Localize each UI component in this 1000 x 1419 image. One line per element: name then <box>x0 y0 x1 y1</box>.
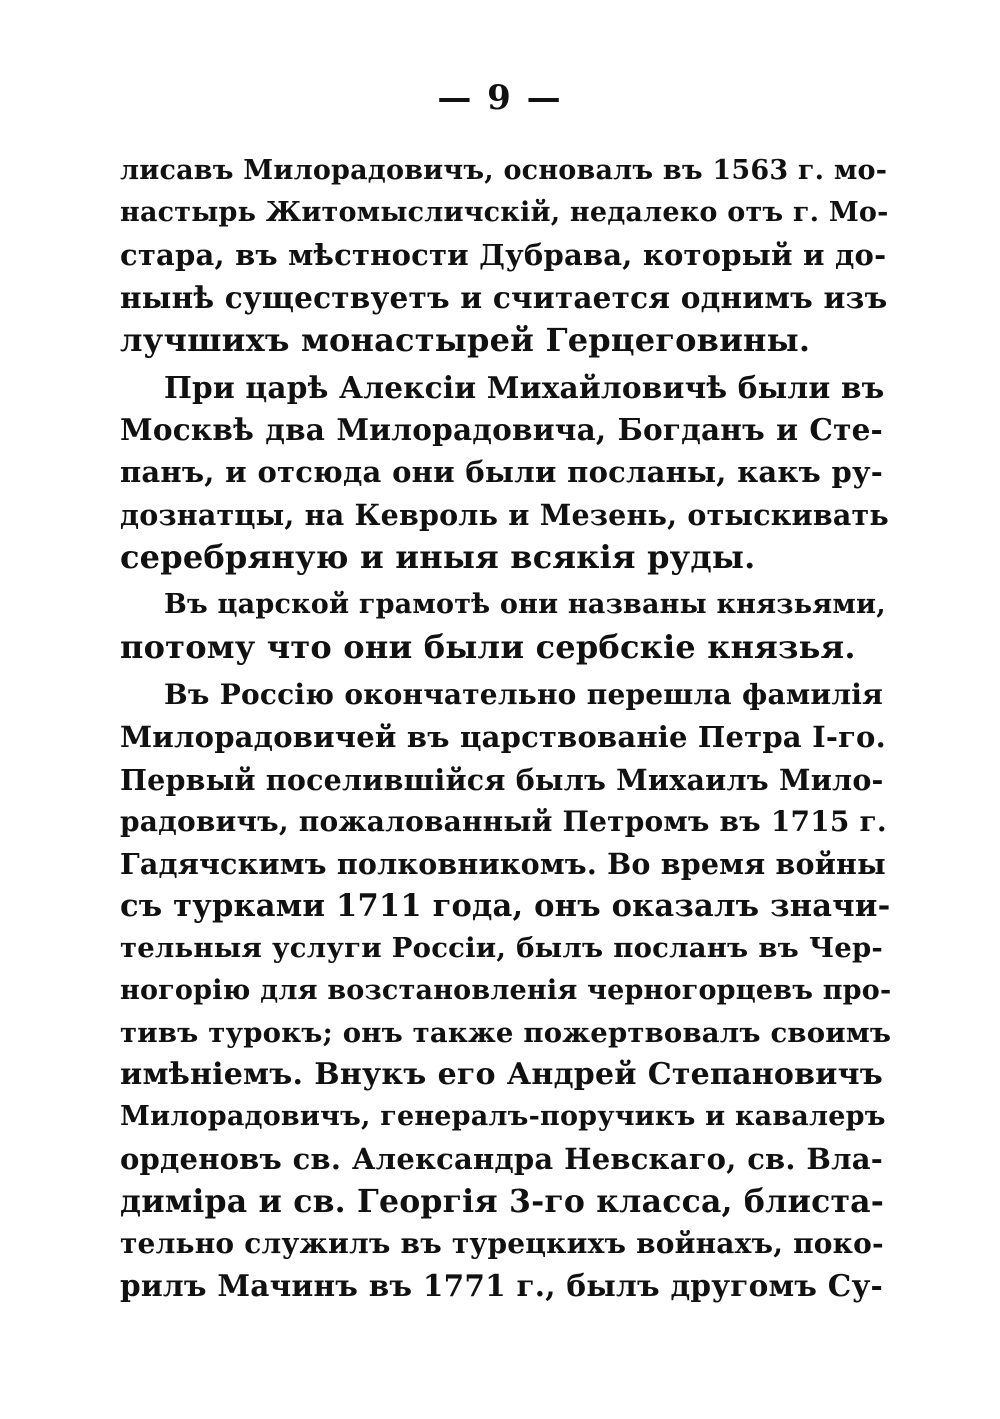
text-line: Первый поселившійся былъ Михаилъ Мило- <box>120 762 884 797</box>
text-line: ногорію для возстановленія черногорцевъ про- <box>120 974 892 1006</box>
text-line: Въ царской грамотѣ они названы князьями, <box>164 588 886 620</box>
text-line: дознатцы, на Кевроль и Мезень, отыскивать <box>120 497 889 532</box>
text-line: Милорадовичъ, генералъ-поручикъ и кавалеръ <box>120 1101 886 1133</box>
paragraph <box>120 674 892 1307</box>
body-text <box>120 150 892 1307</box>
text-line: стара, въ мѣстности Дубрава, который и до- <box>120 238 887 273</box>
text-line: лучшихъ монастырей Герцеговины. <box>120 320 811 359</box>
text-line: потому что они были сербскіе князья. <box>120 628 856 667</box>
text-line: тивъ турокъ; онъ также пожертвовалъ своимъ <box>120 1016 892 1049</box>
paragraph <box>120 150 889 361</box>
text-line: панъ, и отсюда они были посланы, какъ ру- <box>120 455 883 490</box>
text-line: орденовъ св. Александра Невскаго, св. Вла- <box>120 1142 883 1177</box>
page-number: — 9 — <box>437 78 563 118</box>
text-line: настырь Житомысличскій, недалеко отъ г. Мо- <box>120 197 889 229</box>
text-line: тельныя услуги Россіи, былъ посланъ въ Чер- <box>120 932 883 965</box>
text-line: Гадячскимъ полковникомъ. Во время войны <box>120 847 886 881</box>
text-line: Въ Россію окончательно перешла фамилія <box>164 678 883 712</box>
text-line: Милорадовичей въ царствованіе Петра I-го. <box>120 720 886 755</box>
text-line: диміра и св. Георгія 3-го класса, блиста- <box>120 1182 885 1220</box>
text-line: лисавъ Милорадовичъ, основалъ въ 1563 г. мо- <box>120 155 888 186</box>
paragraph <box>120 367 889 578</box>
text-line: Москвѣ два Милорадовича, Богданъ и Сте- <box>120 412 883 448</box>
text-line: радовичъ, пожалованный Петромъ въ 1715 г. <box>120 804 887 838</box>
text-line: При царѣ Алексіи Михайловичѣ были въ <box>164 369 885 405</box>
text-line: нынѣ существуетъ и считается однимъ изъ <box>120 279 888 315</box>
text-line: съ турками 1711 года, онъ оказалъ значи- <box>120 888 891 925</box>
text-line: рилъ Мачинъ въ 1771 г., былъ другомъ Су- <box>120 1267 883 1303</box>
text-line: серебряную и иныя всякія руды. <box>120 537 756 576</box>
paragraph <box>120 584 886 668</box>
text-line: тельно служилъ въ турецкихъ войнахъ, поко- <box>120 1226 884 1260</box>
text-line: имѣніемъ. Внукъ его Андрей Степановичъ <box>120 1056 883 1092</box>
